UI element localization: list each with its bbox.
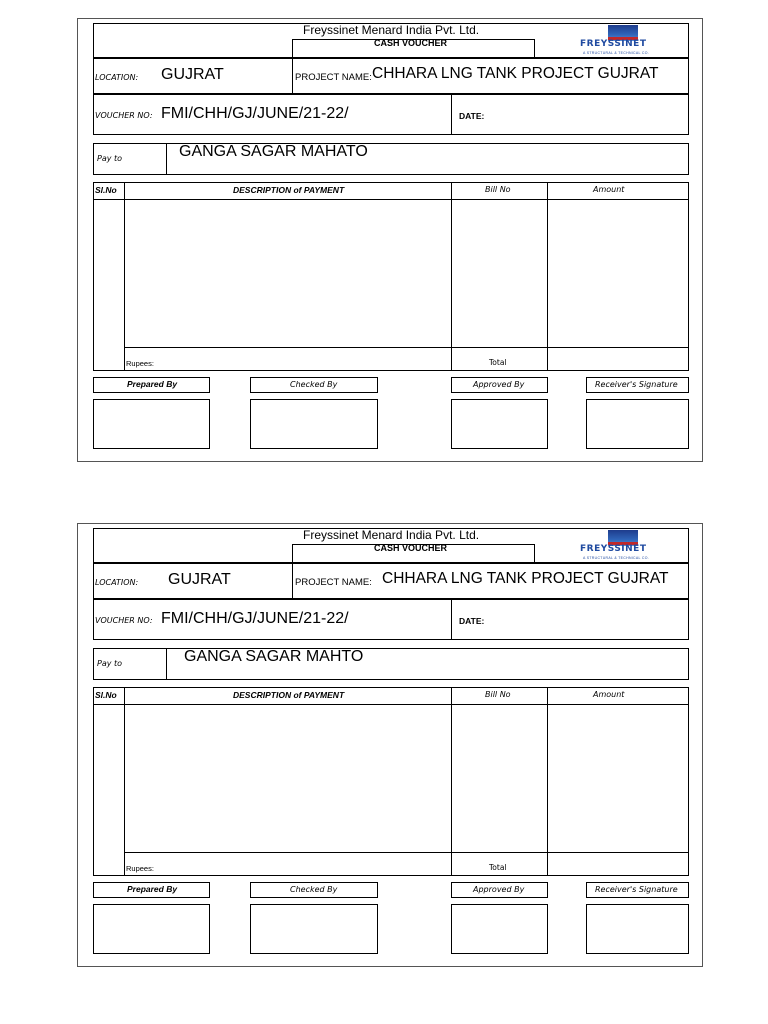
receiver-signature-box[interactable]: [586, 399, 689, 449]
pay-to-value: GANGA SAGAR MAHTO: [184, 648, 364, 665]
payment-table: [93, 687, 689, 876]
col-amount: Amount: [593, 185, 625, 194]
voucher-no-value: FMI/CHH/GJ/JUNE/21-22/: [161, 610, 349, 627]
cash-voucher-2: Freyssinet Menard India Pvt. Ltd. CASH VOUCHER FREYSSINET A STRUCTURAL & TECHNICAL CO. LOCATION: GUJRAT PROJECT NAME: CHHARA LNG TANK PROJECT GUJRAT VOUCHER NO: FMI/CHH/GJ/JUNE/21-22/ DATE: Pay to GANGA SAGAR MAHTO Sl.No DESCRIPTION of PAYMENT Bill No Amount Rupees: Total Prepared By Checked By Approved By Receiver's Signature: [77, 523, 703, 967]
approved-by-label: Approved By: [473, 380, 525, 389]
company-name: Freyssinet Menard India Pvt. Ltd.: [303, 528, 480, 542]
prepared-by-signature-box[interactable]: [93, 399, 210, 449]
approved-by-label: Approved By: [473, 885, 525, 894]
approved-by-signature-box[interactable]: [451, 399, 548, 449]
location-label: LOCATION:: [95, 73, 139, 82]
total-label: Total: [489, 863, 507, 872]
col-slno: Sl.No: [95, 185, 117, 195]
pay-to-label: Pay to: [97, 659, 123, 668]
col-bill-no: Bill No: [485, 690, 511, 699]
receiver-signature-label: Receiver's Signature: [595, 885, 678, 894]
pay-to-value: GANGA SAGAR MAHATO: [179, 143, 368, 160]
location-label: LOCATION:: [95, 578, 139, 587]
prepared-by-label: Prepared By: [127, 379, 178, 389]
payment-table: [93, 182, 689, 371]
project-value: CHHARA LNG TANK PROJECT GUJRAT: [382, 570, 669, 587]
voucher-no-label: VOUCHER NO:: [95, 616, 153, 625]
project-value: CHHARA LNG TANK PROJECT GUJRAT: [372, 65, 659, 82]
checked-by-signature-box[interactable]: [250, 904, 378, 954]
approved-by-signature-box[interactable]: [451, 904, 548, 954]
pay-to-row: [93, 648, 689, 680]
receiver-signature-box[interactable]: [586, 904, 689, 954]
pay-to-label: Pay to: [97, 154, 123, 163]
receiver-signature-label: Receiver's Signature: [595, 380, 678, 389]
col-slno: Sl.No: [95, 690, 117, 700]
location-value: GUJRAT: [168, 571, 231, 588]
checked-by-signature-box[interactable]: [250, 399, 378, 449]
date-label: DATE:: [459, 616, 485, 626]
rupees-label: Rupees:: [126, 359, 154, 368]
total-label: Total: [489, 358, 507, 367]
col-bill-no: Bill No: [485, 185, 511, 194]
cash-voucher-1: Freyssinet Menard India Pvt. Ltd. CASH VOUCHER FREYSSINET A STRUCTURAL & TECHNICAL CO. LOCATION: GUJRAT PROJECT NAME: CHHARA LNG TANK PROJECT GUJRAT VOUCHER NO: FMI/CHH/GJ/JUNE/21-22/ DATE: Pay to GANGA SAGAR MAHATO Sl.No DESCRIPTION of PAYMENT Bill No Amount Rupees: Total Prepared By Checked By Approved By Receiver's Signature: [77, 18, 703, 462]
project-label: PROJECT NAME:: [295, 577, 372, 588]
date-label: DATE:: [459, 111, 485, 121]
col-description: DESCRIPTION of PAYMENT: [233, 185, 345, 195]
voucher-title: CASH VOUCHER: [374, 38, 448, 48]
checked-by-label: Checked By: [290, 885, 338, 894]
project-label: PROJECT NAME:: [295, 72, 372, 83]
prepared-by-label: Prepared By: [127, 884, 178, 894]
company-name: Freyssinet Menard India Pvt. Ltd.: [303, 23, 480, 37]
location-value: GUJRAT: [161, 66, 224, 83]
prepared-by-signature-box[interactable]: [93, 904, 210, 954]
rupees-label: Rupees:: [126, 864, 154, 873]
voucher-title: CASH VOUCHER: [374, 543, 448, 553]
voucher-no-label: VOUCHER NO:: [95, 111, 153, 120]
checked-by-label: Checked By: [290, 380, 338, 389]
voucher-no-value: FMI/CHH/GJ/JUNE/21-22/: [161, 105, 349, 122]
col-amount: Amount: [593, 690, 625, 699]
col-description: DESCRIPTION of PAYMENT: [233, 690, 345, 700]
